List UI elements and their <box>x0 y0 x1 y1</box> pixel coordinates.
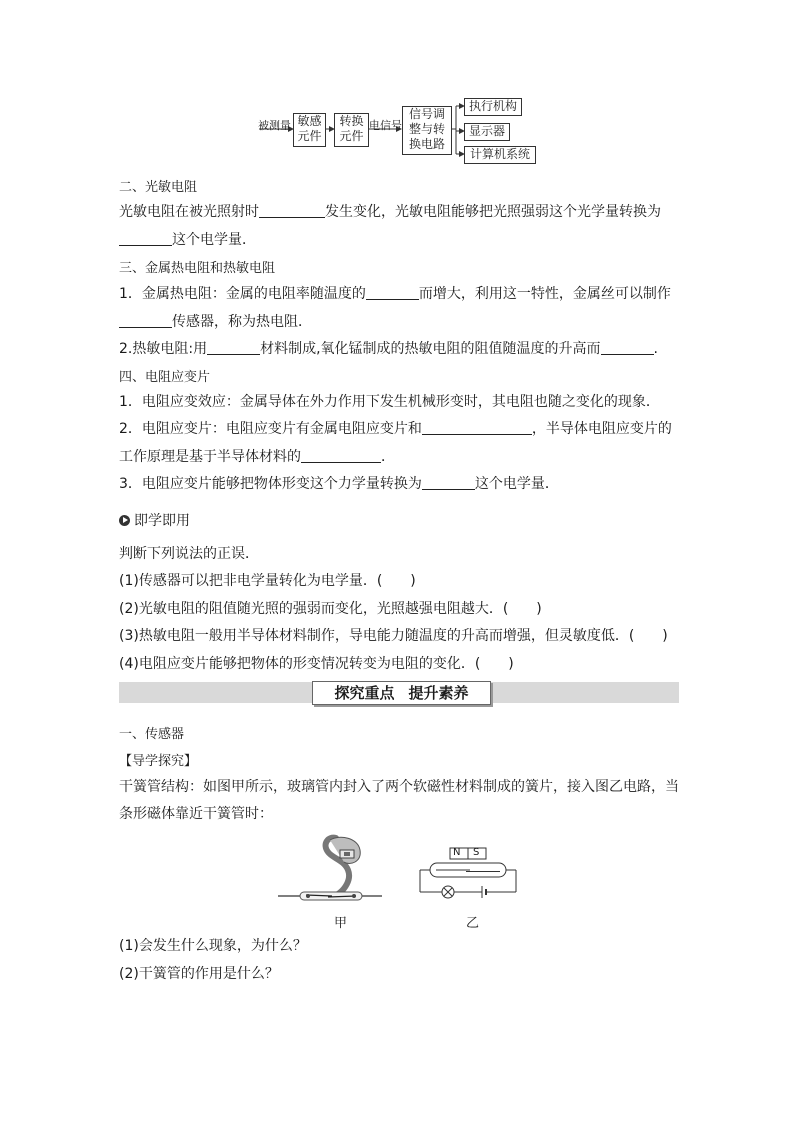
text: 2.热敏电阻:用 <box>119 341 208 357</box>
magnet-s-label: S <box>473 847 480 858</box>
flow-sensor-box <box>293 113 326 147</box>
text: 3．电阻应变片能够把物体形变这个力学量转换为 <box>119 476 422 492</box>
text: 2．电阻应变片：电阻应变片有金属电阻应变片和 <box>119 421 422 437</box>
section-4-line-1: 1．电阻应变效应：金属导体在外力作用下发生机械形变时，其电阻也随之变化的现象． <box>119 394 660 410</box>
text: 传感器，称为热电阻． <box>172 314 312 330</box>
flow-sensor-text-2: 元件 <box>297 129 322 143</box>
sensor-flow-diagram <box>252 96 542 168</box>
text: 光敏电阻在被光照射时 <box>119 204 259 220</box>
practice-item-1: (1)传感器可以把非电学量转化为电学量．( ) <box>119 573 416 589</box>
practice-intro: 判断下列说法的正误． <box>119 546 259 562</box>
reed-switch-figure <box>270 832 390 908</box>
text: 发生变化，光敏电阻能够把光照强弱这个光学量转换为 <box>325 204 661 220</box>
fill-blank <box>119 313 172 328</box>
text: . <box>653 341 658 357</box>
fill-blank <box>119 231 172 246</box>
section-4-line-3 <box>119 446 395 466</box>
banner-left-text: 探究重点 <box>334 684 395 702</box>
text: 这个电学量． <box>474 476 559 492</box>
fill-blank <box>422 420 532 435</box>
flow-conditioning-text-3: 换电路 <box>408 137 445 151</box>
flow-input-label: 被测量 <box>258 119 291 132</box>
flow-signal-label: 电信号 <box>369 119 402 132</box>
fill-blank <box>301 448 381 463</box>
reed-circuit-figure <box>416 845 520 901</box>
explore-desc-1: 干簧管结构：如图甲所示，玻璃管内封入了两个软磁性材料制成的簧片，接入图乙电路，当 <box>119 779 679 795</box>
fill-blank <box>259 203 325 218</box>
play-icon <box>119 515 130 526</box>
practice-item-4: (4)电阻应变片能够把物体的形变情况转变为电阻的变化．( ) <box>119 656 514 672</box>
flow-sensor-text-1: 敏感 <box>297 114 322 128</box>
section-3-line-2 <box>119 311 312 331</box>
practice-item-2: (2)光敏电阻的阻值随光照的强弱而变化，光照越强电阻越大．( ) <box>119 601 542 617</box>
explore-title: 一、传感器 <box>119 727 185 742</box>
section-2-line-1 <box>119 201 661 221</box>
flow-conditioning-text-1: 信号调 <box>408 107 445 121</box>
practice-title: 即学即用 <box>134 513 190 529</box>
flow-output-actuator: 执行机构 <box>464 98 522 116</box>
fill-blank <box>207 340 260 355</box>
text: 这个电学量． <box>172 232 256 248</box>
text: ，半导体电阻应变片的 <box>531 421 672 437</box>
question-2: (2)干簧管的作用是什么？ <box>119 966 279 982</box>
section-2-line-2 <box>119 229 256 249</box>
practice-item-3: (3)热敏电阻一般用半导体材料制作，导电能力随温度的升高而增强，但灵敏度低．( ) <box>119 628 668 644</box>
guide-label: 【导学探究】 <box>119 754 198 769</box>
flow-convert-text-2: 元件 <box>339 129 364 143</box>
text: 而增大，利用这一特性，金属丝可以制作 <box>418 286 671 302</box>
fill-blank <box>422 475 475 490</box>
practice-header <box>119 510 190 530</box>
flow-convert-text-1: 转换 <box>339 114 364 128</box>
text: 工作原理是基于半导体材料的 <box>119 449 301 465</box>
reed-switch-illustration <box>270 832 390 908</box>
magnet-n-label: N <box>453 847 461 858</box>
section-banner <box>312 681 491 705</box>
section-4-line-4 <box>119 473 559 493</box>
flow-output-display: 显示器 <box>464 123 510 141</box>
flow-output-computer: 计算机系统 <box>464 146 536 164</box>
fill-blank <box>366 285 419 300</box>
flow-convert-box <box>334 113 369 147</box>
section-3-line-3 <box>119 338 658 358</box>
figure-a-caption: 甲 <box>334 916 348 931</box>
banner-right-text: 提升素养 <box>408 684 469 702</box>
section-4-title: 四、电阻应变片 <box>119 370 211 385</box>
flow-conditioning-box <box>402 106 452 155</box>
fill-blank <box>601 340 654 355</box>
section-4-line-2 <box>119 418 672 438</box>
explore-desc-2: 条形磁体靠近干簧管时： <box>119 806 273 822</box>
section-3-title: 三、金属热电阻和热敏电阻 <box>119 261 276 276</box>
section-3-line-1 <box>119 283 671 303</box>
reed-circuit-diagram <box>416 845 520 901</box>
section-2-title: 二、光敏电阻 <box>119 180 198 195</box>
text: 材料制成,氧化锰制成的热敏电阻的阻值随温度的升高而 <box>260 341 601 357</box>
text: 1．金属热电阻：金属的电阻率随温度的 <box>119 286 366 302</box>
text: ． <box>381 449 395 465</box>
figure-b-caption: 乙 <box>466 916 480 931</box>
flow-conditioning-text-2: 整与转 <box>408 122 445 136</box>
question-1: (1)会发生什么现象，为什么？ <box>119 938 307 954</box>
